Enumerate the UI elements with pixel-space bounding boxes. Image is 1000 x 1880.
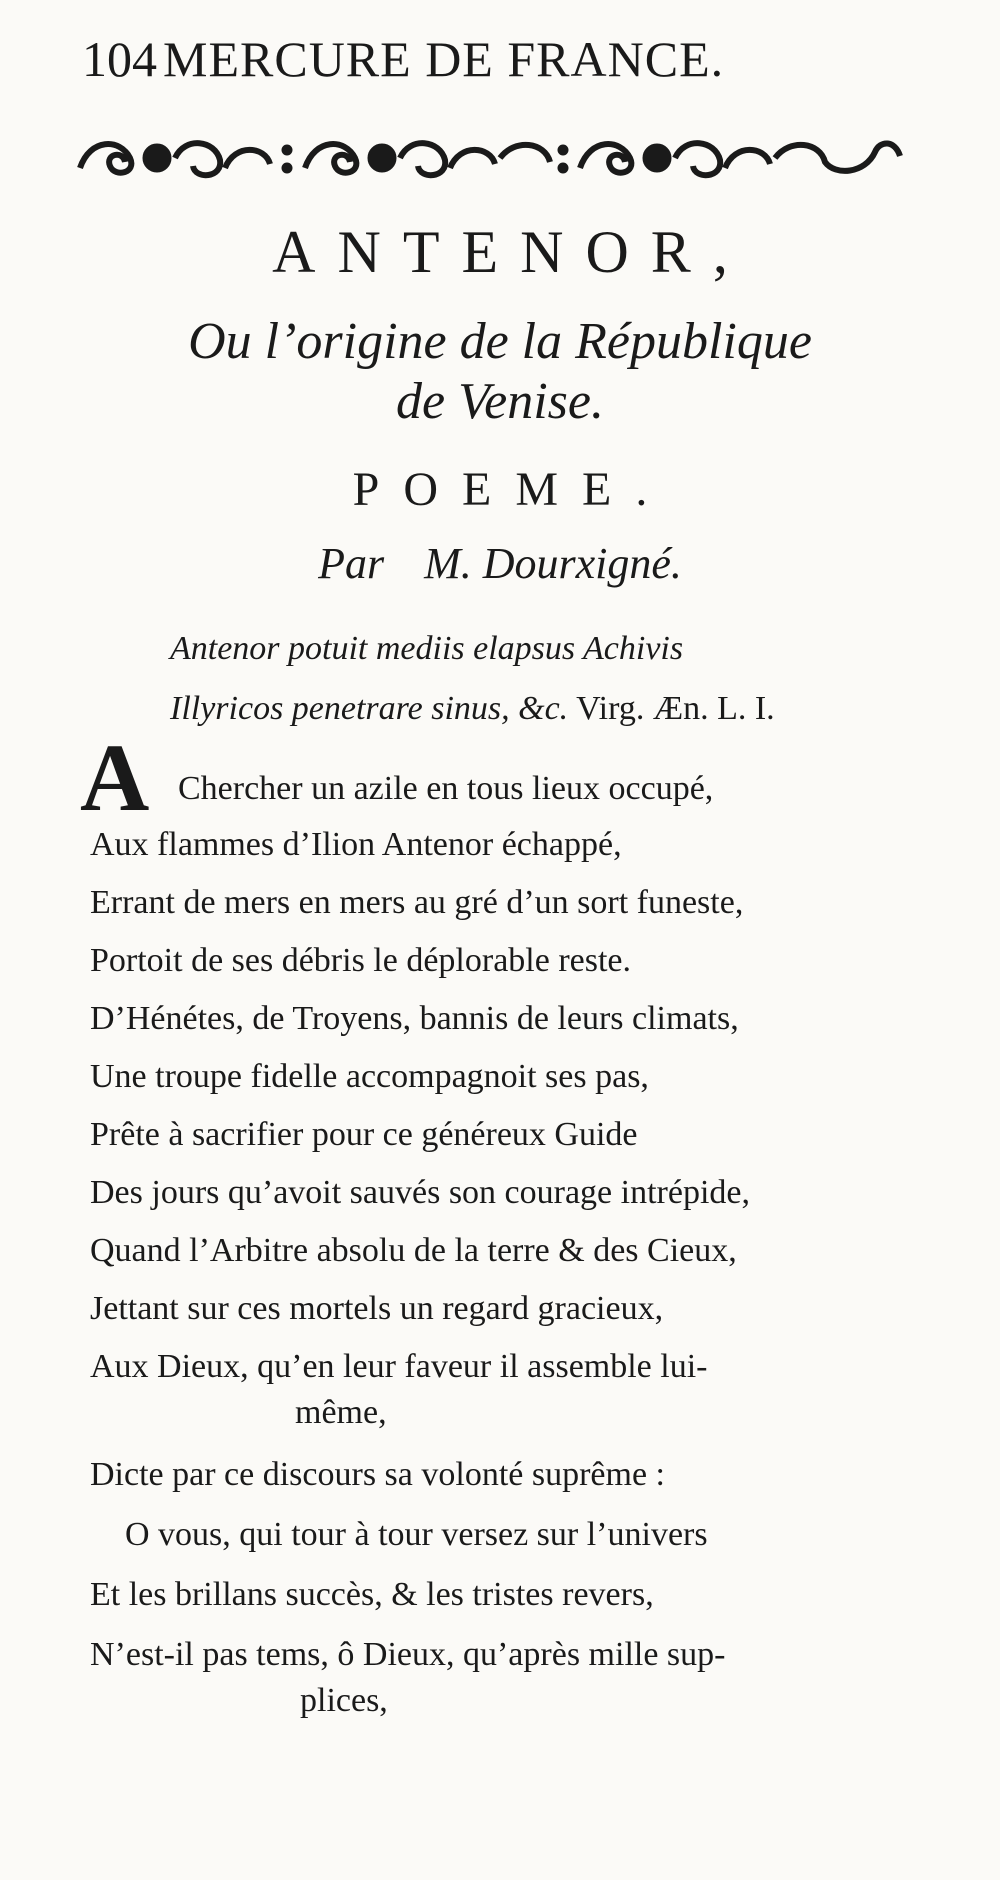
verse-line: D’Hénétes, de Troyens, bannis de leurs climats, bbox=[90, 1000, 739, 1037]
verse-line: Portoit de ses débris le déplorable reste. bbox=[90, 942, 632, 979]
verse-line-continuation: plices, bbox=[300, 1682, 388, 1719]
verse-line-continuation: même, bbox=[295, 1394, 387, 1431]
verse-line: Quand l’Arbitre absolu de la terre & des Cieux, bbox=[90, 1232, 737, 1269]
epigraph-text: Illyricos penetrare sinus, &c. bbox=[170, 690, 569, 727]
ornamental-band bbox=[75, 128, 905, 188]
ornament-scroll-icon bbox=[80, 143, 270, 175]
verse-line: Chercher un azile en tous lieux occupé, bbox=[178, 770, 714, 807]
journal-title: MERCURE DE FRANCE. bbox=[163, 31, 725, 87]
ornament-scroll-icon bbox=[305, 143, 550, 175]
verse-line: Des jours qu’avoit sauvés son courage intrépide, bbox=[90, 1174, 750, 1211]
epigraph-line-1: Antenor potuit mediis elapsus Achivis bbox=[170, 630, 684, 667]
verse-line: Dicte par ce discours sa volonté suprême : bbox=[90, 1456, 665, 1493]
page-number: 104 bbox=[82, 31, 157, 87]
genre-heading: POEME. bbox=[352, 463, 672, 516]
author-line bbox=[0, 538, 1000, 589]
verse-line: Une troupe fidelle accompagnoit ses pas, bbox=[90, 1058, 649, 1095]
verse-line: Et les brillans succès, & les tristes revers, bbox=[90, 1576, 654, 1613]
author-lead: Par bbox=[318, 539, 385, 588]
verse-line: O vous, qui tour à tour versez sur l’univers bbox=[125, 1516, 708, 1553]
verse-line: Aux Dieux, qu’en leur faveur il assemble lui- bbox=[90, 1348, 708, 1385]
author-name: M. Dourxigné. bbox=[424, 539, 682, 588]
verse-line: N’est-il pas tems, ô Dieux, qu’après mille sup- bbox=[90, 1636, 726, 1673]
verse-line: Errant de mers en mers au gré d’un sort funeste, bbox=[90, 884, 744, 921]
epigraph-line-2 bbox=[170, 690, 775, 728]
ornament-scroll-icon bbox=[580, 143, 900, 175]
verse-line: Aux flammes d’Ilion Antenor échappé, bbox=[90, 826, 622, 863]
verse-line: Prête à sacrifier pour ce généreux Guide bbox=[90, 1116, 638, 1153]
verse-line: Jettant sur ces mortels un regard gracieux, bbox=[90, 1290, 664, 1327]
subtitle-line-2: de Venise. bbox=[396, 373, 604, 430]
running-head bbox=[82, 30, 724, 88]
subtitle-line-1: Ou l’origine de la République bbox=[188, 313, 812, 370]
epigraph-source: Virg. Æn. L. I. bbox=[576, 690, 775, 727]
drop-cap: A bbox=[80, 724, 150, 831]
poem-title: ANTENOR, bbox=[272, 219, 750, 285]
